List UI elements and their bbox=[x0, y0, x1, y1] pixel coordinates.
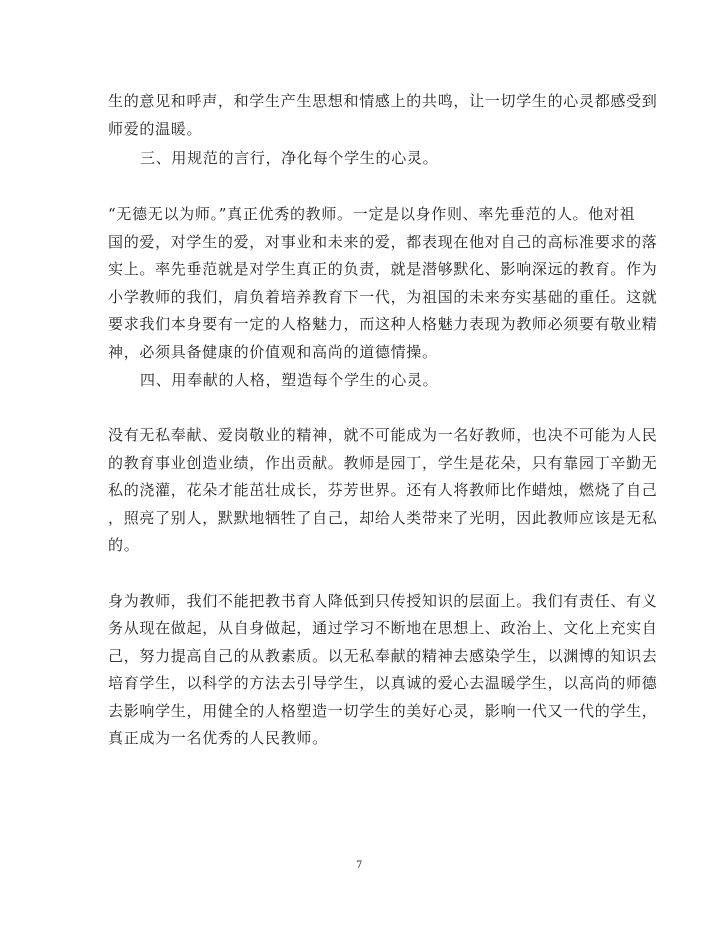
paragraph-line: 己，努力提高自己的从教素质。以无私奉献的精神去感染学生，以渊博的知识去 bbox=[108, 647, 658, 665]
paragraph-line: “无德无以为师。”真正优秀的教师。一定是以身作则、率先垂范的人。他对祖 bbox=[108, 205, 636, 223]
section-heading: 三、用规范的言行，净化每个学生的心灵。 bbox=[140, 149, 439, 167]
paragraph-line: 师爱的温暖。 bbox=[108, 120, 203, 138]
paragraph-line: 培育学生，以科学的方法去引导学生，以真诚的爱心去温暖学生，以高尚的师德 bbox=[108, 674, 658, 692]
paragraph-line: 要求我们本身要有一定的人格魅力，而这种人格魅力表现为教师必须要有敬业精 bbox=[108, 315, 658, 333]
paragraph-line: 去影响学生，用健全的人格塑造一切学生的美好心灵，影响一代又一代的学生， bbox=[108, 702, 658, 720]
page-number: 7 bbox=[356, 860, 363, 871]
paragraph-line: 没有无私奉献、爱岗敬业的精神，就不可能成为一名好教师，也决不可能为人民 bbox=[108, 426, 658, 444]
paragraph-line: 神，必须具备健康的价值观和高尚的道德情操。 bbox=[108, 343, 438, 361]
paragraph-line: 务从现在做起，从自身做起，通过学习不断地在思想上、政治上、文化上充实自 bbox=[108, 619, 658, 637]
paragraph-line: 的教育事业创造业绩，作出贡献。教师是园丁，学生是花朵，只有靠园丁辛勤无 bbox=[108, 454, 658, 472]
paragraph-line: 国的爱，对学生的爱，对事业和未来的爱，都表现在他对自己的高标准要求的落 bbox=[108, 233, 658, 251]
paragraph-line: 私的浇灌，花朵才能茁壮成长，芬芳世界。还有人将教师比作蜡烛，燃烧了自己 bbox=[108, 481, 658, 499]
paragraph-line: 的。 bbox=[108, 536, 140, 554]
paragraph-line: ，照亮了别人，默默地牺牲了自己，却给人类带来了光明，因此教师应该是无私 bbox=[108, 509, 658, 527]
paragraph-line: 小学教师的我们，肩负着培养教育下一代，为祖国的未来夯实基础的重任。这就 bbox=[108, 288, 658, 306]
section-heading: 四、用奉献的人格，塑造每个学生的心灵。 bbox=[140, 371, 439, 389]
paragraph-line: 身为教师，我们不能把教书育人降低到只传授知识的层面上。我们有责任、有义 bbox=[108, 592, 658, 610]
paragraph-line: 真正成为一名优秀的人民教师。 bbox=[108, 729, 328, 747]
paragraph-line: 生的意见和呼声，和学生产生思想和情感上的共鸣，让一切学生的心灵都感受到 bbox=[108, 92, 658, 110]
paragraph-line: 实上。率先垂范就是对学生真正的负责，就是潜够默化、影响深远的教育。作为 bbox=[108, 260, 658, 278]
